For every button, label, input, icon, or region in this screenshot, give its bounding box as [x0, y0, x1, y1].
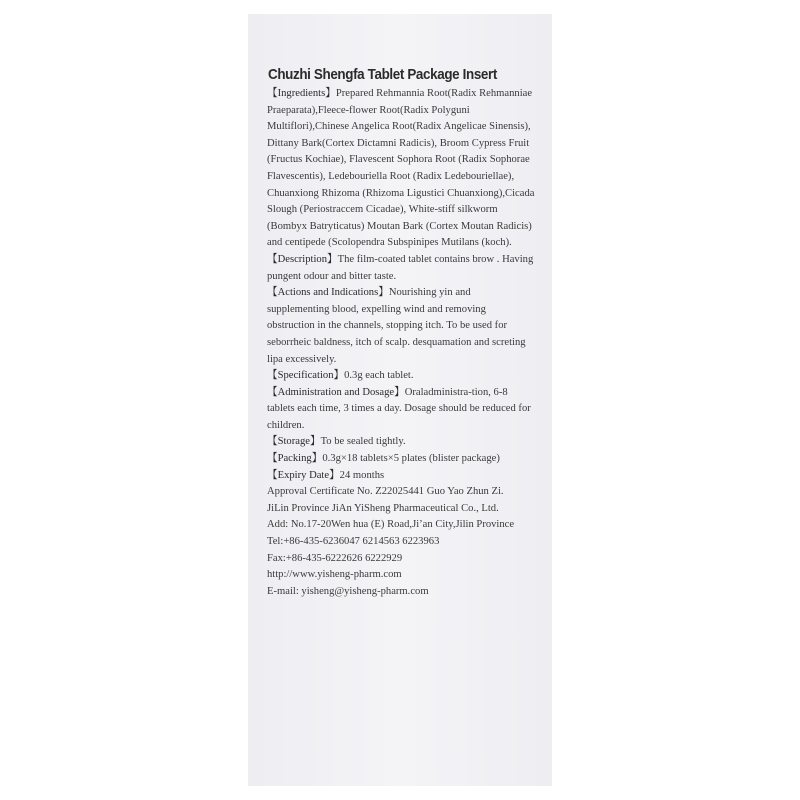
expiry-section	[267, 468, 535, 485]
packing-text: 0.3g×18 tablets×5 plates (blister package)	[322, 453, 500, 465]
package-insert-sheet	[248, 14, 552, 786]
expiry-heading: 【Expiry Date】	[267, 469, 340, 481]
email-address: E-mail: yisheng@yisheng-pharm.com	[267, 585, 429, 597]
specification-section	[267, 368, 535, 385]
administration-section	[267, 385, 535, 435]
approval-certificate: Approval Certificate No. Z22025441 Guo Yao Zhun Zi.	[267, 486, 504, 498]
specification-heading: 【Specification】	[267, 370, 345, 382]
description-text: The film-coated tablet contains brow . Having pungent odour and bitter taste.	[267, 253, 534, 282]
ingredients-heading: 【Ingredients】	[267, 88, 336, 99]
fax-numbers: Fax:+86-435-6222626 6222929	[267, 552, 403, 564]
ingredients-section	[267, 86, 535, 252]
administration-heading: 【Administration and Dosage】	[267, 386, 405, 398]
insert-content	[267, 86, 535, 600]
storage-heading: 【Storage】	[267, 436, 321, 448]
telephone-numbers: Tel:+86-435-6236047 6214563 6223963	[267, 536, 440, 548]
website-url: http://www.yisheng-pharm.com	[267, 569, 402, 581]
actions-section	[267, 285, 535, 368]
ingredients-text: Prepared Rehmannia Root(Radix Rehmanniae Praeparata),Fleece-flower Root(Radix Polyguni Multiflori),Chinese Angelica Root(Radix Angelicae Sinensis), Dittany Bark(Cortex Dictamni Radicis), Broom Cypress Fruit (Fructus Kochiae), Flavescent Sophora Root (Radix Sophorae Flavescentis), Ledebouriella Root (Radix Ledebouriellae), Chuanxiong Rhizoma (Rhizoma Ligustici Chuanxiong),Cicada Slough (Periostraccem Cicadae), White-stiff silkworm (Bombyx Batryticatus) Moutan Bark (Cortex Moutan Radicis) and centipede (Scolopendra Subspinipes Mutilans (koch).	[267, 88, 535, 249]
actions-heading: 【Actions and Indications】	[267, 287, 389, 299]
company-name: JiLin Province JiAn YiSheng Pharmaceutical Co., Ltd.	[267, 502, 499, 514]
storage-text: To be sealed tightly.	[320, 436, 406, 448]
administration-text: Oraladministra-tion, 6-8 tablets each time, 3 times a day. Dosage should be reduced for children.	[267, 386, 531, 431]
actions-text: Nourishing yin and supplementing blood, expelling wind and removing obstruction in the channels, stopping itch. To be used for seborrheic baldness, itch of scalp. desquamation and screting lipa excessively.	[267, 287, 526, 365]
expiry-text: 24 months	[339, 469, 385, 481]
packing-heading: 【Packing】	[267, 453, 323, 465]
description-heading: 【Description】	[267, 253, 338, 265]
storage-section	[267, 434, 535, 451]
insert-title: Chuzhi Shengfa Tablet Package Insert	[268, 67, 497, 83]
company-address: Add: No.17-20Wen hua (E) Road,Ji’an City,Jilin Province	[267, 519, 515, 531]
specification-text: 0.3g each tablet.	[344, 370, 414, 382]
description-section	[267, 252, 535, 285]
packing-section	[267, 451, 535, 468]
